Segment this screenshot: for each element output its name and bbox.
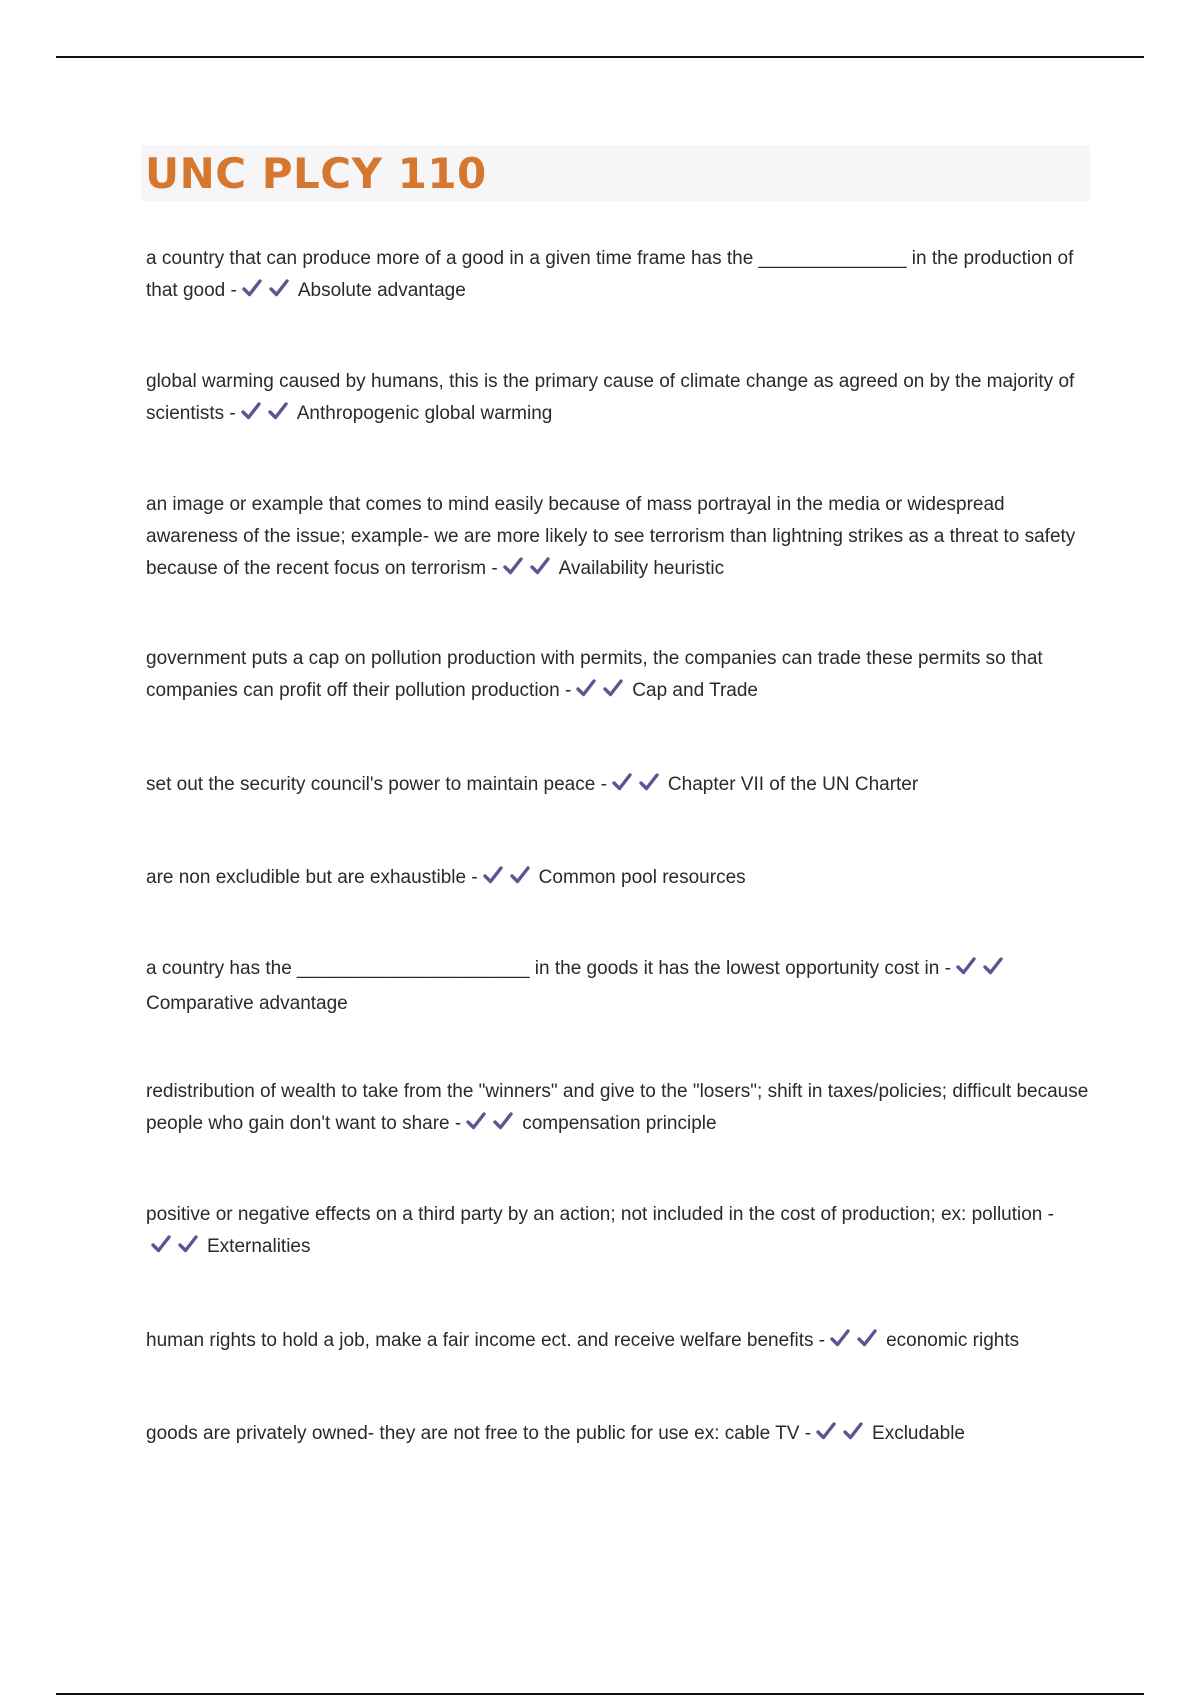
flashcard-item (146, 489, 1096, 588)
checkmark-icon (150, 1233, 172, 1255)
checkmark-icon (492, 1110, 514, 1132)
checkmark-icon (502, 555, 524, 577)
answer-text: economic rights (886, 1330, 1020, 1351)
checkmarks (482, 864, 536, 897)
answer-text: Chapter VII of the UN Charter (667, 774, 919, 795)
checkmark-icon (465, 1110, 487, 1132)
checkmark-icon (509, 864, 531, 886)
flashcard-item (146, 1418, 1096, 1453)
checkmark-icon (842, 1420, 864, 1442)
checkmarks (241, 277, 295, 310)
question-text: an image or example that comes to mind easily because of mass portrayal in the media or widespread awareness of the issue; example- we are more likely to see terrorism than lightning strikes as a threat to safety because of the recent focus on terrorism - (146, 494, 1076, 579)
checkmark-icon (268, 277, 290, 299)
flashcard-item (146, 953, 1096, 1020)
answer-text: Comparative advantage (146, 993, 348, 1014)
question-text: goods are privately owned- they are not free to the public for use ex: cable TV - (146, 1423, 812, 1444)
answer-text: Absolute advantage (297, 280, 466, 301)
flashcard-item (146, 1325, 1096, 1360)
answer-text: Common pool resources (538, 867, 746, 888)
checkmarks (575, 677, 629, 710)
checkmark-icon (177, 1233, 199, 1255)
checkmarks (240, 400, 294, 433)
question-text: global warming caused by humans, this is the primary cause of climate change as agreed on by the majority of scientists - (146, 371, 1075, 424)
checkmark-icon (267, 400, 289, 422)
checkmark-icon (611, 771, 633, 793)
flashcard-item (146, 366, 1096, 433)
question-text: set out the security council's power to maintain peace - (146, 774, 607, 795)
top-rule (56, 56, 1144, 58)
checkmark-icon (602, 677, 624, 699)
flashcard-item (146, 769, 1096, 804)
checkmarks (815, 1420, 869, 1453)
answer-text: Externalities (207, 1236, 311, 1257)
question-text: government puts a cap on pollution production with permits, the companies can trade these permits so that companies can profit off their pollution production - (146, 648, 1043, 701)
answer-text: Anthropogenic global warming (296, 403, 553, 424)
checkmark-icon (955, 955, 977, 977)
question-text: are non excludible but are exhaustible - (146, 867, 478, 888)
checkmark-icon (982, 955, 1004, 977)
question-text: a country has the ______________________ in the goods it has the lowest opportunity cost in - (146, 958, 951, 979)
checkmark-icon (482, 864, 504, 886)
question-text: a country that can produce more of a good in a given time frame has the ______________ in the production of that good - (146, 248, 1074, 301)
bottom-rule (56, 1693, 1144, 1695)
checkmarks (829, 1327, 883, 1360)
checkmark-icon (240, 400, 262, 422)
checkmarks (465, 1110, 519, 1143)
question-text: positive or negative effects on a third party by an action; not included in the cost of production; ex: pollution - (146, 1204, 1054, 1225)
answer-text: Excludable (872, 1423, 965, 1444)
checkmarks (611, 771, 665, 804)
flashcard-item (146, 862, 1096, 897)
question-text: redistribution of wealth to take from the "winners" and give to the "losers"; shift in taxes/policies; difficult because people who gain don't want to share - (146, 1081, 1089, 1134)
flashcard-item (146, 243, 1096, 310)
checkmarks (150, 1233, 204, 1266)
checkmark-icon (575, 677, 597, 699)
page-title: UNC PLCY 110 (145, 149, 487, 198)
checkmark-icon (815, 1420, 837, 1442)
question-text: human rights to hold a job, make a fair income ect. and receive welfare benefits - (146, 1330, 826, 1351)
checkmark-icon (638, 771, 660, 793)
flashcard-item (146, 1076, 1096, 1143)
flashcard-item (146, 643, 1096, 710)
checkmark-icon (856, 1327, 878, 1349)
flashcard-item (146, 1199, 1096, 1266)
checkmark-icon (529, 555, 551, 577)
answer-text: Cap and Trade (632, 680, 758, 701)
answer-text: compensation principle (522, 1113, 717, 1134)
checkmark-icon (241, 277, 263, 299)
answer-text: Availability heuristic (558, 558, 725, 579)
checkmark-icon (829, 1327, 851, 1349)
checkmarks (502, 555, 556, 588)
checkmarks (955, 955, 1009, 988)
